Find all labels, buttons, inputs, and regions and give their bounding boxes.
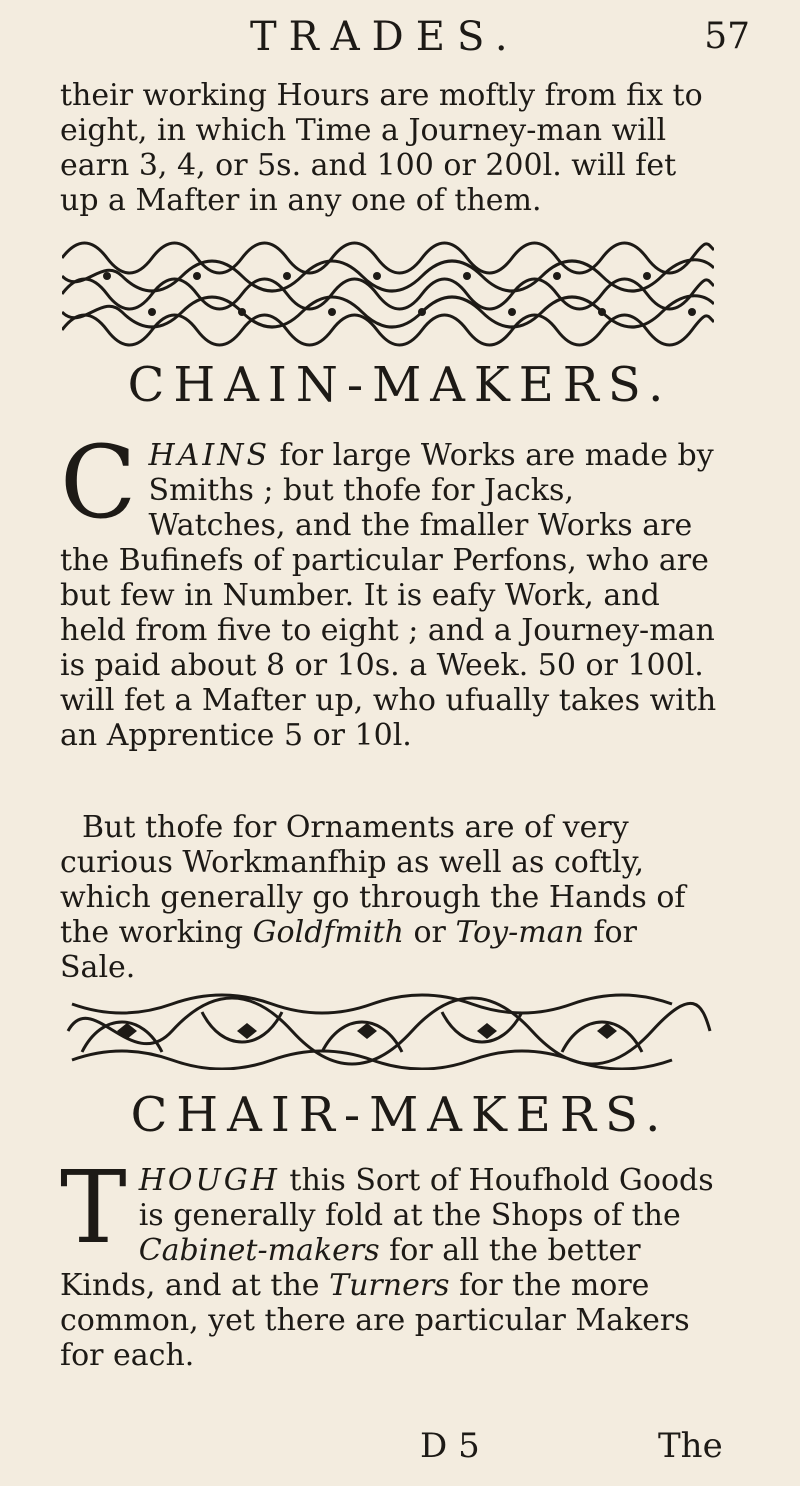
turners-term: Turners	[329, 1268, 450, 1303]
goldsmith-term: Goldfmith	[252, 915, 404, 950]
scroll-ornament-icon	[62, 992, 714, 1070]
chain-para2-end: for Sale.	[60, 915, 637, 985]
chain-makers-paragraph-2	[60, 810, 720, 985]
drop-cap-t: T	[60, 1149, 127, 1266]
catchword: The	[658, 1426, 723, 1466]
chain-ornament-icon	[62, 238, 714, 350]
chair-makers-paragraph	[60, 1149, 720, 1373]
chair-makers-heading: CHAIR-MAKERS.	[130, 1087, 670, 1143]
chain-ornament-band	[62, 238, 714, 350]
chair-para-text-a: this Sort of Houfhold Goods is generally fold at the Shops of the	[138, 1163, 714, 1233]
scroll-ornament-band	[62, 992, 714, 1070]
chair-para-text-b: for all the better Kinds, and at the	[60, 1233, 641, 1303]
chain-makers-heading: CHAIN-MAKERS.	[127, 357, 673, 413]
chair-lead-word: HOUGH	[138, 1163, 280, 1198]
running-title: TRADES.	[250, 14, 520, 60]
chain-makers-paragraph	[60, 424, 720, 753]
page-number: 57	[704, 16, 750, 57]
chair-para-text-c: for the more common, yet there are particular Makers for each.	[60, 1268, 690, 1373]
cabinet-makers-term: Cabinet-makers	[138, 1233, 380, 1268]
intro-paragraph: their working Hours are moftly from fix to eight, in which Time a Journey-man will earn 3, 4, or 5s. and 100 or 200l. will fet up a Mafter in any one of them.	[60, 78, 703, 218]
signature-mark: D 5	[420, 1426, 480, 1466]
running-head	[60, 14, 760, 66]
chain-paragraph-text: for large Works are made by Smiths ; but thofe for Jacks, Watches, and the fmaller Works are the Bufinefs of particular Perfons, who are but few in Number. It is eafy Work, and held from five to eight ; and a Journey-man is paid about 8 or 10s. a Week. 50 or 100l. will fet a Mafter up, who ufually takes with an Apprentice 5 or 10l.	[60, 438, 717, 753]
drop-cap-c: C	[60, 424, 137, 541]
chain-para2-text: But thofe for Ornaments are of very curious Workmanfhip as well as coftly, which generally go through the Hands of the working	[60, 810, 686, 950]
chain-lead-word: HAINS	[148, 438, 270, 473]
toyman-term: Toy-man	[455, 915, 584, 950]
page-footer	[0, 1426, 800, 1486]
chain-para2-or: or	[403, 915, 456, 950]
